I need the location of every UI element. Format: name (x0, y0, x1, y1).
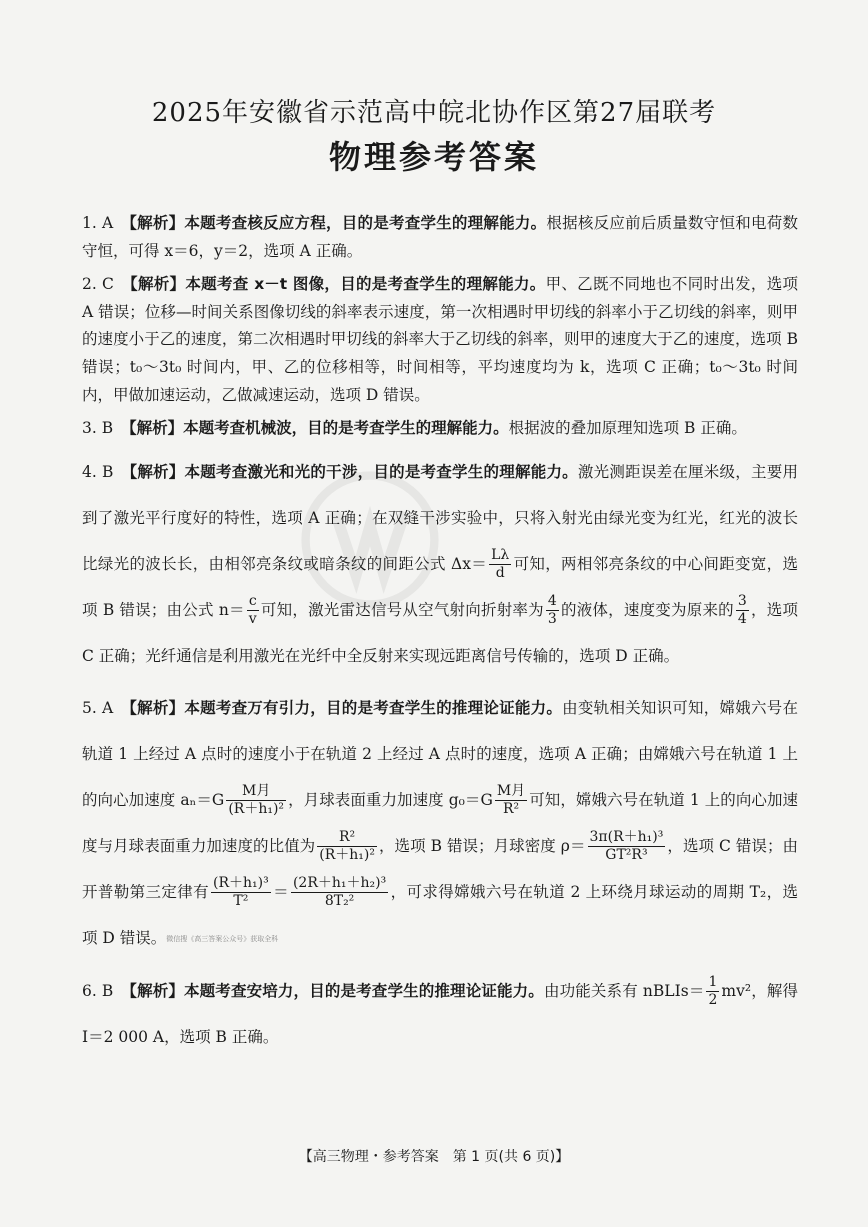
analysis-heading: 【解析】本题考查万有引力，目的是考查学生的推理论证能力。 (121, 698, 563, 717)
fraction-kepler-right: $\frac{\text{(2R＋h₁＋h₂)³}}{\text{8T₂²}}$ (292, 875, 387, 910)
fraction-3-over-4: $\frac{3}{4}$ (737, 593, 747, 628)
analysis-heading: 【解析】本题考查 x－t 图像，目的是考查学生的理解能力。 (121, 275, 546, 294)
analysis-text: 可知，两相邻亮条纹的中心间距变宽，选项 B 错误；由公式 n＝ (82, 554, 798, 619)
analysis-heading: 【解析】本题考查安培力，目的是考查学生的推理论证能力。 (121, 981, 544, 1000)
answer-1 (82, 210, 798, 265)
analysis-heading: 【解析】本题考查核反应方程，目的是考查学生的理解能力。 (121, 214, 547, 232)
fraction-ratio: $\frac{\text{R²}}{\text{(R＋h₁)²}}$ (319, 829, 375, 864)
answer-number: 4. B (82, 462, 114, 481)
analysis-text: 激光测距误差在厘米级，主要用到了激光平行度好的特性，选项 A 正确；在双缝干涉实验中，只将入射光由绿光变为红光，红光的波长比绿光的波长长，由相邻亮条纹或暗条纹的间距公式 Δx＝ (82, 462, 798, 573)
answer-6 (82, 968, 798, 1060)
answer-number: 2. C (82, 275, 114, 294)
fraction-m-over-r-h1-sq: $\frac{\text{M月}}{\text{(R＋h₁)²}}$ (228, 783, 285, 818)
fraction-m-over-r-sq: $\frac{\text{M月}}{\text{R²}}$ (496, 783, 526, 818)
answer-5 (82, 685, 798, 962)
analysis-text: 根据波的叠加原理知选项 B 正确。 (508, 419, 747, 438)
analysis-text: ，月球表面重力加速度 g₀＝G (288, 790, 493, 809)
page-footer: 【高三物理・参考答案 第 1 页(共 6 页)】 (298, 1149, 570, 1165)
analysis-text: ，选项 C 正确；光纤通信是利用激光在光纤中全反射来实现远距离信号传输的，选项 D 正确。 (82, 600, 798, 665)
answer-2 (82, 271, 798, 409)
fraction-l-lambda-over-d: $\frac{L\lambda}{d}$ (491, 547, 510, 582)
page-title: 2025年安徽省示范高中皖北协作区第27届联考 (151, 98, 717, 128)
page-subtitle: 物理参考答案 (328, 138, 539, 176)
small-watermark-text: 微信搜《高三答案公众号》获取全科 (166, 934, 279, 943)
analysis-text: 根据核反应前后质量数守恒和电荷数守恒，可得 x＝6，y＝2，选项 A 正确。 (82, 214, 798, 260)
fraction-one-half: $\frac{1}{2}$ (708, 974, 718, 1009)
analysis-heading: 【解析】本题考查激光和光的干涉，目的是考查学生的理解能力。 (121, 462, 578, 481)
analysis-text: 甲、乙既不同地也不同时出发，选项 A 错误；位移—时间关系图像切线的斜率表示速度，第一次相遇时甲切线的斜率小于乙切线的斜率，则甲的速度小于乙的速度，第二次相遇时甲切线的斜率大于乙切线的斜率，则甲的速度大于乙的速度，选项 B 错误；t₀～3t₀ 时间内，甲、乙的位移相等，时间相等，平均速度均为 k，选项 C 正确；t₀～3t₀ 时间内，甲做加速运动，乙做减速运动，选项 D 错误。 (82, 275, 798, 404)
analysis-text: 由功能关系有 nBLIs＝ (543, 981, 705, 1000)
answer-number: 6. B (82, 981, 114, 1000)
fraction-4-over-3: $\frac{4}{3}$ (547, 593, 557, 628)
answer-4 (82, 449, 798, 679)
analysis-text: 可知，嫦娥六号在轨道 1 上的向心加速度与月球表面重力加速度的比值为 (82, 790, 799, 855)
analysis-text: ＝ (272, 882, 289, 901)
analysis-text: ，选项 C 错误；由开普勒第三定律有 (82, 836, 798, 901)
fraction-c-over-v: $\frac{c}{v}$ (248, 593, 257, 628)
analysis-text: mv²，解得 I＝2 000 A，选项 B 正确。 (82, 981, 799, 1046)
answer-3 (82, 415, 798, 443)
analysis-heading: 【解析】本题考查机械波，目的是考查学生的理解能力。 (121, 419, 509, 438)
answers-body (82, 210, 798, 1066)
analysis-text: ，可求得嫦娥六号在轨道 2 上环绕月球运动的周期 T₂，选项 D 错误。 (82, 882, 798, 947)
analysis-text: 的液体，速度变为原来的 (560, 600, 734, 619)
analysis-text: 由变轨相关知识可知，嫦娥六号在轨道 1 上经过 A 点时的速度小于在轨道 2 上经过 A 点时的速度，选项 A 正确；由嫦娥六号在轨道 1 上的向心加速度 aₙ＝G (82, 698, 798, 809)
answer-number: 3. B (82, 419, 114, 438)
answer-number: 1. A (82, 214, 114, 232)
analysis-text: 可知，激光雷达信号从空气射向折射率为 (260, 600, 544, 619)
fraction-density: $\frac{\text{3π(R＋h₁)³}}{\text{GT²R³}}$ (589, 829, 664, 864)
analysis-text: ，选项 B 错误；月球密度 ρ＝ (378, 836, 586, 855)
answer-number: 5. A (82, 698, 114, 717)
fraction-kepler-left: $\frac{\text{(R＋h₁)³}}{\text{T²}}$ (212, 875, 269, 910)
